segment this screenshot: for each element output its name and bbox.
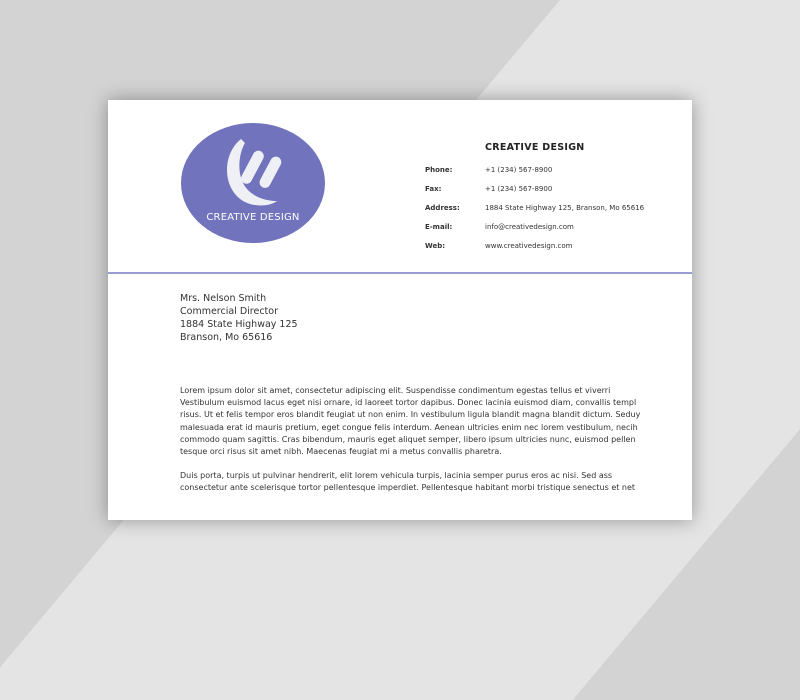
recipient-street: 1884 State Highway 125 — [180, 319, 298, 330]
contact-value: www.creativedesign.com — [485, 242, 573, 250]
contact-email — [425, 223, 644, 242]
contact-label: E-mail: — [425, 223, 453, 231]
contact-info — [425, 166, 644, 261]
paragraph: Duis porta, turpis ut pulvinar hendrerit, elit lorem vehicula turpis, lacinia semper purus eros ac nisi. Sed ass consectetur ante scelerisque tortor pellentesque imperdiet. Pellentesque habitant morbi tristique senectus et net — [180, 471, 636, 493]
recipient-city: Branson, Mo 65616 — [180, 332, 273, 343]
logo-text: CREATIVE DESIGN — [206, 212, 300, 223]
contact-web — [425, 242, 644, 261]
paragraph: Lorem ipsum dolor sit amet, consectetur adipiscing elit. Suspendisse condimentum egestas tellus et viverri Vestibulum euismod lacus eget nisi ornare, id laoreet tortor dapibus. Donec lacinia euismod diam, convallis templ risus. Ut et felis tempor eros blandit feugiat ut non enim. In vestibulum ligula blandit magna blandit dictum. Seduy malesuada erat id mauris pretium, eget congue felis interdum. Aenean ultricies enim nec lorem vestibulum, necih commodo quam sagittis. Cras bibendum, mauris eget aliquet semper, libero ipsum ultricies nunc, euismod pellen tesque orci risus sit amet nibh. Maecenas feugiat mi a metus convallis pharetra. — [180, 386, 641, 457]
contact-label: Address: — [425, 204, 460, 212]
contact-value: info@creativedesign.com — [485, 223, 574, 231]
contact-value: 1884 State Highway 125, Branson, Mo 65616 — [485, 204, 645, 212]
contact-label: Web: — [425, 242, 446, 250]
contact-label: Fax: — [425, 185, 442, 193]
contact-label: Phone: — [425, 166, 453, 174]
contact-value: +1 (234) 567-8900 — [485, 185, 553, 193]
recipient-title: Commercial Director — [180, 306, 279, 317]
contact-address — [425, 204, 644, 223]
company-logo — [181, 123, 325, 243]
contact-fax — [425, 185, 644, 204]
company-name: CREATIVE DESIGN — [485, 142, 585, 153]
contact-phone — [425, 166, 644, 185]
logo-mark-icon — [219, 135, 287, 215]
contact-value: +1 (234) 567-8900 — [485, 166, 553, 174]
letter-document — [108, 100, 692, 520]
recipient-address — [180, 292, 298, 344]
letter-body — [180, 385, 650, 507]
recipient-name: Mrs. Nelson Smith — [180, 293, 267, 304]
header-divider — [108, 272, 692, 274]
